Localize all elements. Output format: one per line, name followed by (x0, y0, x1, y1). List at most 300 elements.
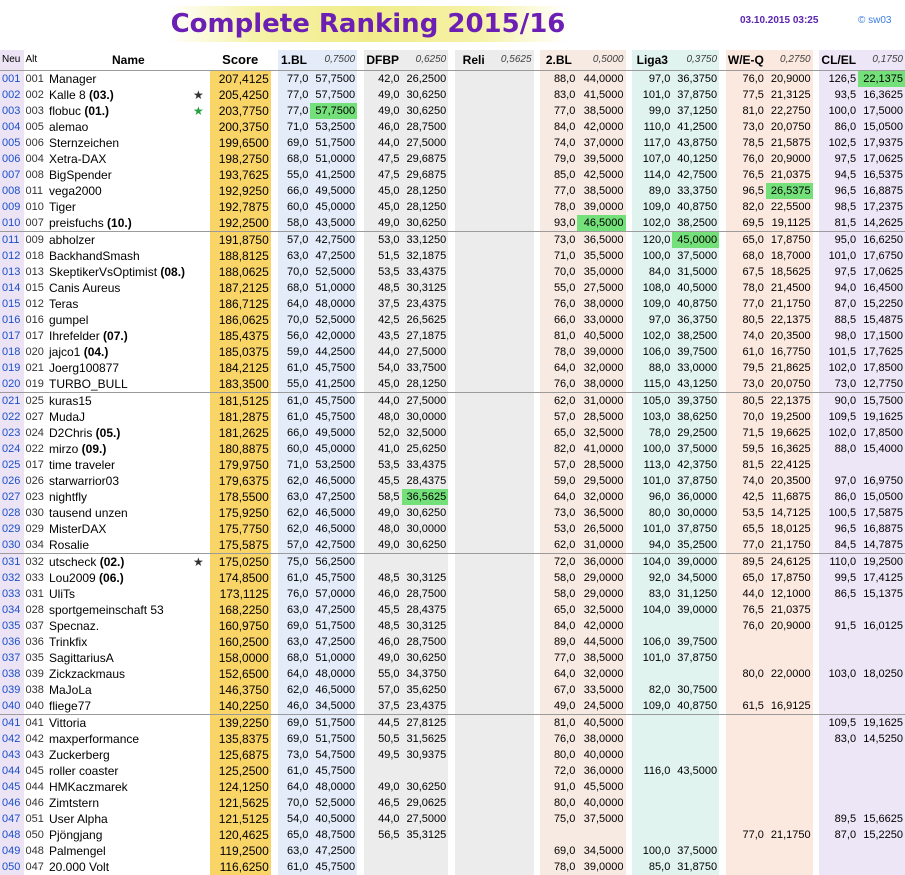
table-row (0, 570, 905, 586)
bl1-points: 64,0 (278, 296, 311, 312)
clel-points (819, 779, 858, 795)
bl2-weighted: 40,5000 (577, 328, 625, 344)
reli-points (455, 135, 492, 151)
weq-points: 67,5 (726, 264, 766, 280)
player-name (47, 457, 187, 473)
table-row (0, 618, 905, 634)
rank-new: 048 (0, 827, 24, 843)
table-row (0, 280, 905, 296)
table-row (0, 199, 905, 215)
reli-weighted (492, 763, 533, 779)
bl1-points: 61,0 (278, 409, 311, 425)
bl2-points: 84,0 (540, 119, 577, 135)
bl1-weighted: 48,7500 (310, 827, 357, 843)
rank-new: 030 (0, 537, 24, 554)
dfbp-points: 49,0 (364, 103, 402, 119)
table-row (0, 763, 905, 779)
player-name (47, 231, 187, 248)
rank-new: 035 (0, 618, 24, 634)
bl2-weighted: 28,5000 (577, 409, 625, 425)
star-cell (187, 634, 210, 650)
weq-weighted: 18,0125 (766, 521, 813, 537)
bl1-points: 63,0 (278, 843, 311, 859)
weq-points: 73,0 (726, 376, 766, 393)
bl2-weighted: 44,5000 (577, 634, 625, 650)
liga3-points: 101,0 (632, 521, 672, 537)
reli-weighted (492, 682, 533, 698)
bl1-points: 70,0 (278, 264, 311, 280)
star-icon: ★ (192, 87, 204, 102)
clel-points: 87,0 (819, 296, 858, 312)
rank-new: 025 (0, 457, 24, 473)
dfbp-weighted: 27,8125 (402, 714, 449, 731)
dfbp-points: 48,0 (364, 409, 402, 425)
rank-new: 007 (0, 167, 24, 183)
table-row (0, 489, 905, 505)
bl2-points: 58,0 (540, 570, 577, 586)
rank-new: 004 (0, 119, 24, 135)
liga3-weighted (672, 618, 719, 634)
bl1-weighted: 52,5000 (310, 264, 357, 280)
reli-points (455, 151, 492, 167)
reli-weighted (492, 811, 533, 827)
bl2-points: 57,0 (540, 457, 577, 473)
table-row (0, 521, 905, 537)
rank-old: 024 (25, 426, 44, 439)
weq-weighted: 17,8750 (766, 231, 813, 248)
reli-points (455, 747, 492, 763)
liga3-weighted: 40,5000 (672, 280, 719, 296)
weq-weighted (766, 843, 813, 859)
clel-points: 102,0 (819, 360, 858, 376)
liga3-weighted: 37,5000 (672, 441, 719, 457)
bl2-points: 64,0 (540, 489, 577, 505)
reli-points (455, 795, 492, 811)
liga3-weighted: 39,7500 (672, 344, 719, 360)
player-name-text: utscheck (49, 554, 97, 569)
dfbp-points: 44,5 (364, 714, 402, 731)
rank-old: 017 (25, 458, 44, 471)
player-name-text: UliTs (49, 586, 75, 601)
bl2-weighted: 27,5000 (577, 280, 625, 296)
reli-points (455, 360, 492, 376)
dfbp-points: 49,0 (364, 87, 402, 103)
dfbp-weighted: 31,5625 (402, 731, 449, 747)
bl2-points: 73,0 (540, 231, 577, 248)
table-row (0, 167, 905, 183)
clel-weighted: 19,2500 (858, 553, 905, 570)
table-row (0, 731, 905, 747)
clel-weighted: 17,9375 (858, 135, 905, 151)
weq-weighted: 21,1750 (766, 827, 813, 843)
player-name-text: mirzo (49, 441, 79, 456)
reli-points (455, 376, 492, 393)
bl2-points: 66,0 (540, 312, 577, 328)
bl2-points: 84,0 (540, 618, 577, 634)
header-score: Score (210, 50, 271, 70)
liga3-weighted: 37,8750 (672, 521, 719, 537)
dfbp-points: 45,0 (364, 183, 402, 199)
rank-old: 042 (25, 732, 44, 745)
bl2-weighted: 38,0000 (577, 376, 625, 393)
header-bl2: 2.BL (540, 50, 577, 70)
reli-weighted (492, 183, 533, 199)
bl2-points: 55,0 (540, 280, 577, 296)
liga3-points (632, 827, 672, 843)
bl1-points: 71,0 (278, 119, 311, 135)
score-cell: 173,1125 (210, 586, 271, 602)
bl1-weighted: 51,7500 (310, 731, 357, 747)
weq-points: 82,0 (726, 199, 766, 215)
weq-points: 80,5 (726, 312, 766, 328)
weq-points: 42,5 (726, 489, 766, 505)
weq-points (726, 763, 766, 779)
table-row (0, 602, 905, 618)
liga3-points: 108,0 (632, 280, 672, 296)
weq-weighted: 18,7000 (766, 248, 813, 264)
reli-points (455, 392, 492, 409)
rank-new: 031 (0, 553, 24, 570)
bl1-weighted: 51,0000 (310, 280, 357, 296)
ranking-rows (0, 70, 905, 875)
clel-weighted: 15,1375 (858, 586, 905, 602)
reli-points (455, 248, 492, 264)
liga3-weighted: 40,8750 (672, 296, 719, 312)
weq-weighted: 18,5625 (766, 264, 813, 280)
player-name-text: Lou2009 (49, 570, 96, 585)
dfbp-weighted: 34,3750 (402, 666, 449, 682)
weq-points (726, 795, 766, 811)
clel-weighted: 16,0125 (858, 618, 905, 634)
table-row (0, 827, 905, 843)
dfbp-points: 41,0 (364, 441, 402, 457)
rank-new: 041 (0, 714, 24, 731)
clel-weighted: 15,7500 (858, 392, 905, 409)
clel-points: 96,5 (819, 183, 858, 199)
rank-old: 006 (25, 136, 44, 149)
bl1-weighted: 51,7500 (310, 618, 357, 634)
liga3-weighted (672, 714, 719, 731)
reli-weighted (492, 698, 533, 715)
liga3-points: 100,0 (632, 248, 672, 264)
star-cell (187, 714, 210, 731)
dfbp-weighted: 36,5625 (402, 489, 449, 505)
table-row (0, 457, 905, 473)
bl2-points: 76,0 (540, 731, 577, 747)
reli-points (455, 328, 492, 344)
player-name-text: TURBO_BULL (49, 376, 128, 391)
clel-points: 88,0 (819, 441, 858, 457)
bl1-weighted: 51,7500 (310, 135, 357, 151)
clel-weighted: 17,0625 (858, 151, 905, 167)
player-name (47, 859, 187, 875)
weq-weighted (766, 779, 813, 795)
liga3-points: 97,0 (632, 312, 672, 328)
bl2-points: 58,0 (540, 586, 577, 602)
clel-points (819, 682, 858, 698)
weq-points: 77,5 (726, 87, 766, 103)
reli-points (455, 731, 492, 747)
clel-points: 89,5 (819, 811, 858, 827)
bl1-weighted: 47,2500 (310, 248, 357, 264)
clel-points: 93,5 (819, 87, 858, 103)
dfbp-weighted: 23,4375 (402, 698, 449, 715)
dfbp-weighted: 33,7500 (402, 360, 449, 376)
bl1-points: 62,0 (278, 682, 311, 698)
weq-points: 70,0 (726, 409, 766, 425)
dfbp-weighted: 26,2500 (402, 70, 449, 87)
liga3-weighted: 40,8750 (672, 698, 719, 715)
clel-points (819, 634, 858, 650)
star-cell (187, 553, 210, 570)
player-name (47, 747, 187, 763)
bl1-weighted: 51,7500 (310, 714, 357, 731)
bl2-weighted: 42,5000 (577, 167, 625, 183)
table-row (0, 682, 905, 698)
bl1-weighted: 41,2500 (310, 376, 357, 393)
reli-weighted (492, 409, 533, 425)
liga3-points (632, 714, 672, 731)
liga3-points (632, 779, 672, 795)
bl1-weighted: 56,2500 (310, 553, 357, 570)
dfbp-weighted: 27,5000 (402, 344, 449, 360)
table-row (0, 119, 905, 135)
weq-weighted: 21,1750 (766, 537, 813, 554)
liga3-weighted (672, 811, 719, 827)
bl2-points: 77,0 (540, 650, 577, 666)
dfbp-points: 50,5 (364, 731, 402, 747)
clel-points (819, 795, 858, 811)
liga3-points: 106,0 (632, 344, 672, 360)
clel-weighted: 15,6625 (858, 811, 905, 827)
clel-weighted: 14,5250 (858, 731, 905, 747)
player-name-text: alemao (49, 119, 89, 134)
score-cell: 191,8750 (210, 231, 271, 248)
rank-old: 009 (25, 233, 44, 246)
score-cell: 185,4375 (210, 328, 271, 344)
bl1-weighted: 46,5000 (310, 682, 357, 698)
bl1-weighted: 45,7500 (310, 360, 357, 376)
dfbp-points: 46,0 (364, 634, 402, 650)
weq-weighted: 21,4500 (766, 280, 813, 296)
table-row (0, 328, 905, 344)
rank-old: 033 (25, 571, 44, 584)
dfbp-points: 49,0 (364, 779, 402, 795)
score-cell: 207,4125 (210, 70, 271, 87)
reli-points (455, 553, 492, 570)
liga3-points: 101,0 (632, 650, 672, 666)
reli-points (455, 231, 492, 248)
rank-new: 038 (0, 666, 24, 682)
weq-points (726, 650, 766, 666)
reli-points (455, 698, 492, 715)
dfbp-weighted: 33,4375 (402, 457, 449, 473)
dfbp-points: 49,0 (364, 650, 402, 666)
reli-points (455, 119, 492, 135)
liga3-points (632, 747, 672, 763)
table-row (0, 312, 905, 328)
dfbp-weighted (402, 763, 449, 779)
star-cell (187, 409, 210, 425)
star-cell (187, 811, 210, 827)
weq-points: 80,0 (726, 666, 766, 682)
clel-weighted: 17,7625 (858, 344, 905, 360)
liga3-points: 120,0 (632, 231, 672, 248)
bl2-weighted: 32,0000 (577, 666, 625, 682)
clel-points (819, 859, 858, 875)
weq-weighted: 20,9000 (766, 151, 813, 167)
weq-points: 78,0 (726, 280, 766, 296)
star-cell (187, 392, 210, 409)
clel-weighted: 15,2250 (858, 827, 905, 843)
bl2-weighted: 24,5000 (577, 698, 625, 715)
weq-weighted (766, 747, 813, 763)
rank-old: 045 (25, 764, 44, 777)
dfbp-weighted: 29,0625 (402, 795, 449, 811)
clel-weighted: 17,6750 (858, 248, 905, 264)
weq-points: 81,0 (726, 103, 766, 119)
weq-points (726, 843, 766, 859)
reli-points (455, 505, 492, 521)
bl2-weighted: 36,5000 (577, 505, 625, 521)
liga3-points: 114,0 (632, 167, 672, 183)
star-cell (187, 666, 210, 682)
bl1-weighted: 47,2500 (310, 602, 357, 618)
reli-points (455, 634, 492, 650)
dfbp-weighted: 30,3125 (402, 618, 449, 634)
clel-points: 97,5 (819, 151, 858, 167)
clel-points: 101,0 (819, 248, 858, 264)
liga3-weighted (672, 827, 719, 843)
reli-points (455, 570, 492, 586)
weq-points: 69,5 (726, 215, 766, 232)
clel-weighted: 14,2625 (858, 215, 905, 232)
table-row (0, 151, 905, 167)
reli-weighted (492, 151, 533, 167)
bl1-points: 61,0 (278, 360, 311, 376)
liga3-points: 109,0 (632, 296, 672, 312)
clel-points: 81,5 (819, 215, 858, 232)
weq-points (726, 779, 766, 795)
player-prev-rank: (06.) (95, 570, 124, 585)
rank-new: 012 (0, 248, 24, 264)
reli-weighted (492, 264, 533, 280)
score-cell: 187,2125 (210, 280, 271, 296)
clel-weighted: 17,1500 (858, 328, 905, 344)
liga3-points: 82,0 (632, 682, 672, 698)
player-name (47, 489, 187, 505)
player-name (47, 360, 187, 376)
player-name-text: vega2000 (49, 183, 102, 198)
rank-new: 009 (0, 199, 24, 215)
rank-old: 037 (25, 619, 44, 632)
player-name-text: roller coaster (49, 763, 119, 778)
clel-weighted: 15,0500 (858, 119, 905, 135)
rank-new: 029 (0, 521, 24, 537)
reli-weighted (492, 425, 533, 441)
bl2-points: 76,0 (540, 376, 577, 393)
bl2-weighted: 40,0000 (577, 747, 625, 763)
liga3-weighted (672, 731, 719, 747)
dfbp-weighted: 28,4375 (402, 602, 449, 618)
clel-points: 87,0 (819, 827, 858, 843)
star-cell (187, 70, 210, 87)
clel-weighted (858, 795, 905, 811)
rank-old: 029 (25, 522, 44, 535)
score-cell: 185,0375 (210, 344, 271, 360)
bl2-points: 67,0 (540, 682, 577, 698)
liga3-weighted: 37,8750 (672, 87, 719, 103)
bl1-weighted: 48,0000 (310, 296, 357, 312)
reli-weighted (492, 199, 533, 215)
weq-weighted: 20,3500 (766, 473, 813, 489)
score-cell: 116,6250 (210, 859, 271, 875)
dfbp-weighted: 28,1250 (402, 376, 449, 393)
player-name (47, 618, 187, 634)
reli-points (455, 811, 492, 827)
liga3-points: 100,0 (632, 843, 672, 859)
bl1-weighted: 48,0000 (310, 779, 357, 795)
star-cell (187, 618, 210, 634)
rank-old: 044 (25, 780, 44, 793)
player-name-text: SagittariusA (49, 650, 114, 665)
table-row (0, 409, 905, 425)
clel-points: 94,0 (819, 280, 858, 296)
bl1-points: 77,0 (278, 87, 311, 103)
table-row (0, 714, 905, 731)
player-name-text: Sternzeichen (49, 135, 120, 150)
clel-points (819, 763, 858, 779)
rank-new: 011 (0, 231, 24, 248)
player-name (47, 473, 187, 489)
liga3-points: 101,0 (632, 87, 672, 103)
player-name (47, 714, 187, 731)
dfbp-weighted: 35,3125 (402, 827, 449, 843)
score-cell: 175,5875 (210, 537, 271, 554)
reli-weighted (492, 473, 533, 489)
bl1-points: 69,0 (278, 135, 311, 151)
star-cell (187, 199, 210, 215)
dfbp-points: 42,5 (364, 312, 402, 328)
bl1-points: 58,0 (278, 215, 311, 232)
weq-weighted (766, 634, 813, 650)
bl1-points: 54,0 (278, 811, 311, 827)
table-row (0, 537, 905, 554)
player-name-text: Specnaz. (49, 618, 100, 633)
reli-points (455, 103, 492, 119)
bl2-weighted: 32,5000 (577, 425, 625, 441)
bl2-weighted: 31,0000 (577, 537, 625, 554)
bl1-weighted: 45,0000 (310, 441, 357, 457)
player-name-text: Kalle 8 (49, 87, 86, 102)
bl2-weighted: 45,5000 (577, 779, 625, 795)
bl1-weighted: 49,5000 (310, 183, 357, 199)
score-cell: 193,7625 (210, 167, 271, 183)
dfbp-points: 44,0 (364, 135, 402, 151)
clel-weighted: 17,4125 (858, 570, 905, 586)
dfbp-points: 45,5 (364, 602, 402, 618)
liga3-weighted (672, 666, 719, 682)
bl1-weighted: 40,5000 (310, 811, 357, 827)
rank-old: 036 (25, 635, 44, 648)
clel-points (819, 457, 858, 473)
star-cell (187, 376, 210, 393)
liga3-points: 84,0 (632, 264, 672, 280)
weq-points: 74,0 (726, 473, 766, 489)
clel-weighted (858, 634, 905, 650)
clel-points (819, 747, 858, 763)
dfbp-weighted: 30,6250 (402, 650, 449, 666)
